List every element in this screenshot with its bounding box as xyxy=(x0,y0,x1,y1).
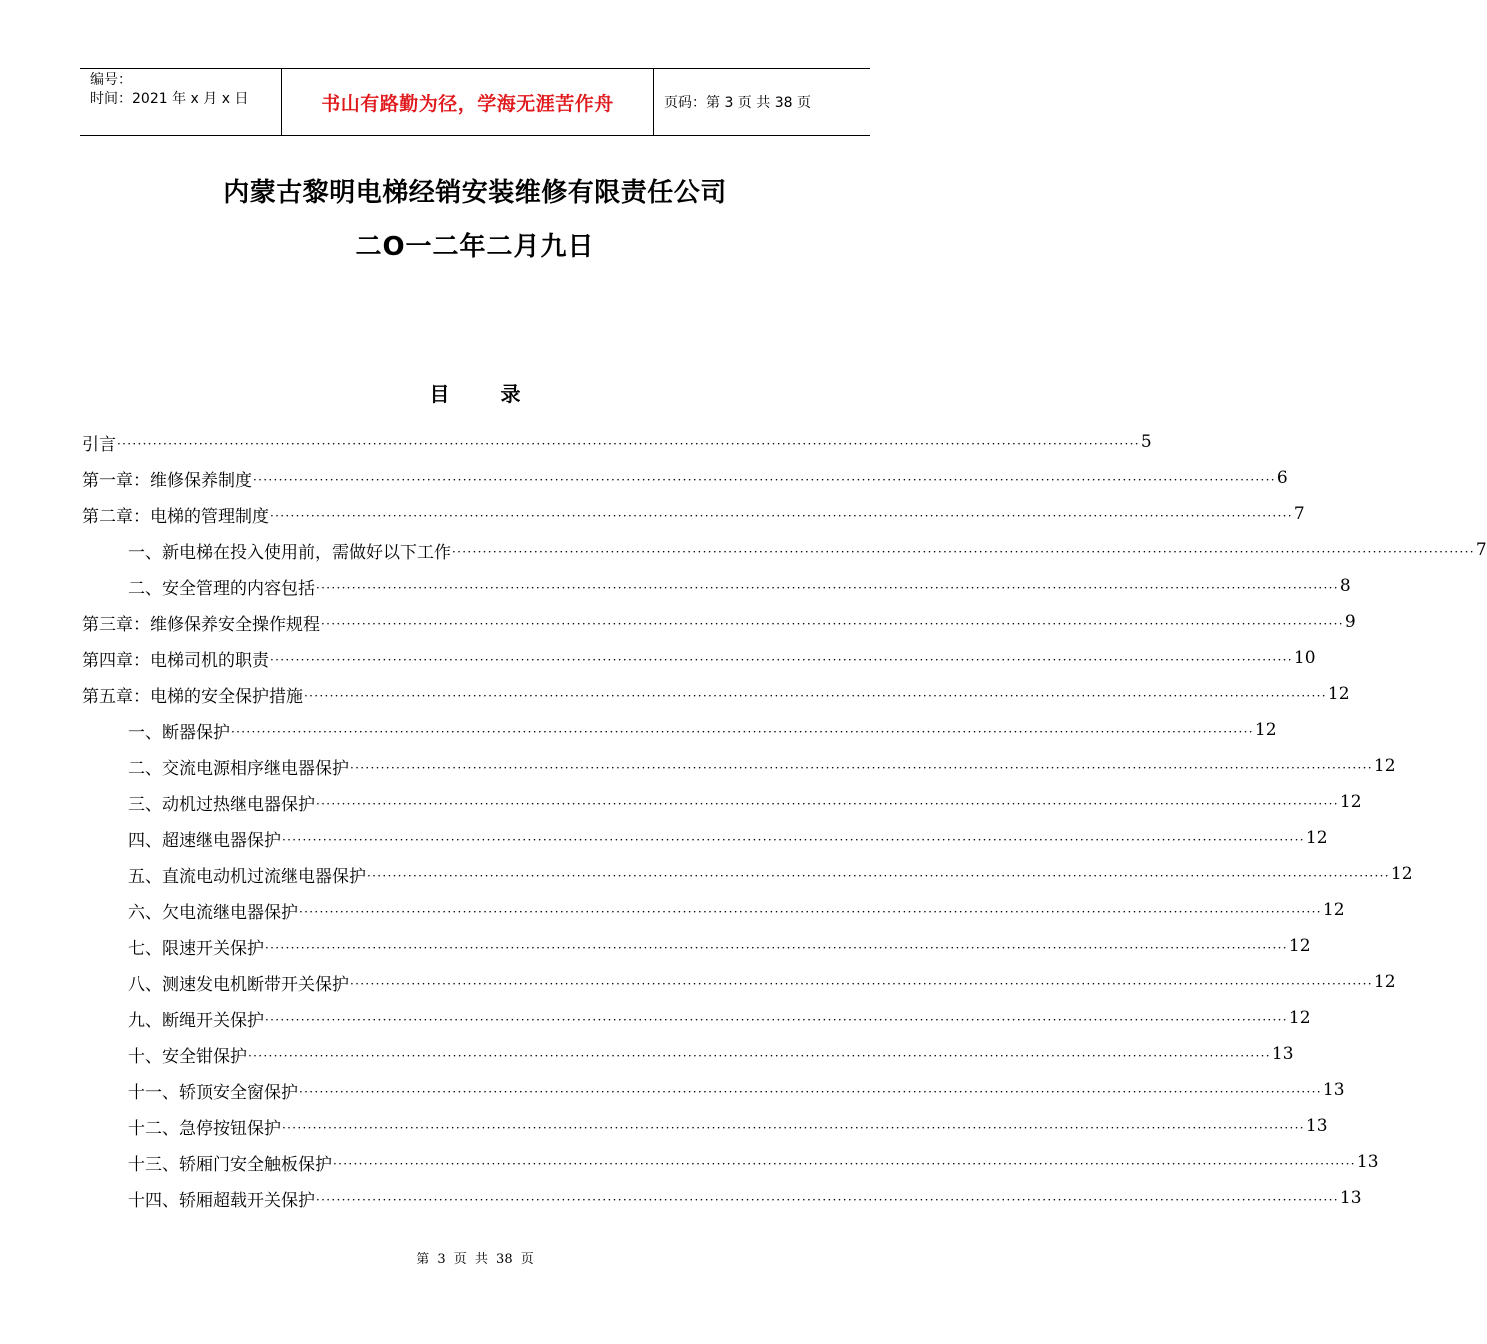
toc-entry-label: 第一章：维修保养制度 xyxy=(82,470,252,491)
toc-leader-dots: ········································································································································································································ xyxy=(316,797,1339,811)
company-name: 内蒙古黎明电梯经销安装维修有限责任公司 xyxy=(223,178,727,208)
toc-leader-dots: ········································································································································································································ xyxy=(304,689,1327,703)
toc-entry[interactable] xyxy=(82,604,1356,640)
toc-entry-page: 7 xyxy=(1293,504,1305,524)
toc-entry-page: 5 xyxy=(1140,432,1152,452)
toc-entry-page: 12 xyxy=(1305,828,1328,848)
toc-entry[interactable] xyxy=(82,640,1316,676)
toc-entry[interactable] xyxy=(128,748,1396,784)
toc-entry-label: 三、动机过热继电器保护 xyxy=(128,794,315,815)
toc-entry-label: 十四、轿厢超载开关保护 xyxy=(128,1190,315,1211)
toc-entry[interactable] xyxy=(128,928,1311,964)
code-label: 编号： xyxy=(90,72,132,88)
document-date: 二O一二年二月九日 xyxy=(355,232,595,262)
toc-entry-label: 第三章：维修保养安全操作规程 xyxy=(82,614,320,635)
toc-entry[interactable] xyxy=(82,424,1152,460)
toc-entry-label: 第二章：电梯的管理制度 xyxy=(82,506,269,527)
toc-entry[interactable] xyxy=(128,1108,1328,1144)
toc-entry-page: 12 xyxy=(1327,684,1350,704)
toc-entry-label: 十三、轿厢门安全触板保护 xyxy=(128,1154,332,1175)
toc-entry-page: 12 xyxy=(1373,756,1396,776)
toc-entry-label: 八、测速发电机断带开关保护 xyxy=(128,974,349,995)
toc-entry-label: 九、断绳开关保护 xyxy=(128,1010,264,1031)
toc-entry-label: 一、断器保护 xyxy=(128,722,230,743)
toc-entry[interactable] xyxy=(128,892,1345,928)
toc-entry[interactable] xyxy=(128,532,1487,568)
toc-entry-label: 四、超速继电器保护 xyxy=(128,830,281,851)
toc-leader-dots: ········································································································································································································ xyxy=(282,833,1305,847)
toc-entry-label: 十一、轿顶安全窗保护 xyxy=(128,1082,298,1103)
toc-entry-page: 13 xyxy=(1356,1152,1379,1172)
toc-entry-label: 二、安全管理的内容包括 xyxy=(128,578,315,599)
toc-entry[interactable] xyxy=(128,1000,1311,1036)
toc-entry-label: 引言 xyxy=(82,434,116,455)
header-page-info: 页码：第 3 页 共 38 页 xyxy=(664,95,811,111)
toc-entry-page: 8 xyxy=(1339,576,1351,596)
toc-entry-label: 第五章：电梯的安全保护措施 xyxy=(82,686,303,707)
toc-leader-dots: ········································································································································································································ xyxy=(333,1157,1356,1171)
time-label: 时间：2021 年 x 月 x 日 xyxy=(90,91,249,107)
toc-entry[interactable] xyxy=(128,1144,1379,1180)
toc-entry-page: 6 xyxy=(1276,468,1288,488)
toc-leader-dots: ········································································································································································································ xyxy=(248,1049,1271,1063)
toc-entry[interactable] xyxy=(82,460,1288,496)
page-footer: 第 3 页 共 38 页 xyxy=(416,1252,534,1267)
toc-leader-dots: ········································································································································································································ xyxy=(321,617,1344,631)
header-meta xyxy=(80,69,282,135)
toc-entry-page: 13 xyxy=(1322,1080,1345,1100)
toc-entry[interactable] xyxy=(128,1072,1345,1108)
toc-entry-label: 六、欠电流继电器保护 xyxy=(128,902,298,923)
toc-leader-dots: ········································································································································································································ xyxy=(350,977,1373,991)
toc-entry[interactable] xyxy=(82,496,1305,532)
toc-entry-page: 13 xyxy=(1339,1188,1362,1208)
toc-entry[interactable] xyxy=(82,676,1350,712)
toc-entry-label: 二、交流电源相序继电器保护 xyxy=(128,758,349,779)
toc-leader-dots: ········································································································································································································ xyxy=(316,581,1339,595)
toc-entry[interactable] xyxy=(128,820,1328,856)
toc-entry-page: 12 xyxy=(1373,972,1396,992)
toc-entry-page: 10 xyxy=(1293,648,1316,668)
toc-leader-dots: ········································································································································································································ xyxy=(265,1013,1288,1027)
toc-entry-page: 12 xyxy=(1288,936,1311,956)
toc-entry-label: 一、新电梯在投入使用前，需做好以下工作 xyxy=(128,542,451,563)
toc-entry-label: 七、限速开关保护 xyxy=(128,938,264,959)
toc-entry-label: 第四章：电梯司机的职责 xyxy=(82,650,269,671)
toc-leader-dots: ········································································································································································································ xyxy=(452,545,1475,559)
toc-leader-dots: ········································································································································································································ xyxy=(253,473,1276,487)
toc-leader-dots: ········································································································································································································ xyxy=(299,905,1322,919)
toc-leader-dots: ········································································································································································································ xyxy=(316,1193,1339,1207)
toc-entry-page: 13 xyxy=(1305,1116,1328,1136)
toc-entry-page: 12 xyxy=(1322,900,1345,920)
toc-leader-dots: ········································································································································································································ xyxy=(299,1085,1322,1099)
toc-entry[interactable] xyxy=(128,568,1351,604)
toc-entry-page: 13 xyxy=(1271,1044,1294,1064)
header-motto: 书山有路勤为径，学海无涯苦作舟 xyxy=(282,69,654,135)
toc-entry-page: 12 xyxy=(1339,792,1362,812)
toc-entry-page: 12 xyxy=(1390,864,1413,884)
toc-leader-dots: ········································································································································································································ xyxy=(350,761,1373,775)
toc-entry[interactable] xyxy=(128,964,1396,1000)
toc-entry[interactable] xyxy=(128,712,1277,748)
toc-entry-label: 十二、急停按钮保护 xyxy=(128,1118,281,1139)
toc-entry-page: 12 xyxy=(1288,1008,1311,1028)
toc-leader-dots: ········································································································································································································ xyxy=(270,509,1293,523)
toc-entry[interactable] xyxy=(128,856,1413,892)
toc-leader-dots: ········································································································································································································ xyxy=(367,869,1390,883)
toc-leader-dots: ········································································································································································································ xyxy=(265,941,1288,955)
toc-title: 目 录 xyxy=(429,382,521,406)
toc-entry[interactable] xyxy=(128,784,1362,820)
toc-entry-page: 7 xyxy=(1475,540,1487,560)
page-header xyxy=(80,68,870,136)
toc-entry-label: 十、安全钳保护 xyxy=(128,1046,247,1067)
toc-entry[interactable] xyxy=(128,1036,1294,1072)
toc-leader-dots: ········································································································································································································ xyxy=(270,653,1293,667)
toc-leader-dots: ········································································································································································································ xyxy=(282,1121,1305,1135)
toc-entry-label: 五、直流电动机过流继电器保护 xyxy=(128,866,366,887)
toc-entry-page: 12 xyxy=(1254,720,1277,740)
toc-entry-page: 9 xyxy=(1344,612,1356,632)
toc-leader-dots: ········································································································································································································ xyxy=(231,725,1254,739)
toc-leader-dots: ········································································································································································································ xyxy=(117,437,1140,451)
toc-entry[interactable] xyxy=(128,1180,1362,1216)
